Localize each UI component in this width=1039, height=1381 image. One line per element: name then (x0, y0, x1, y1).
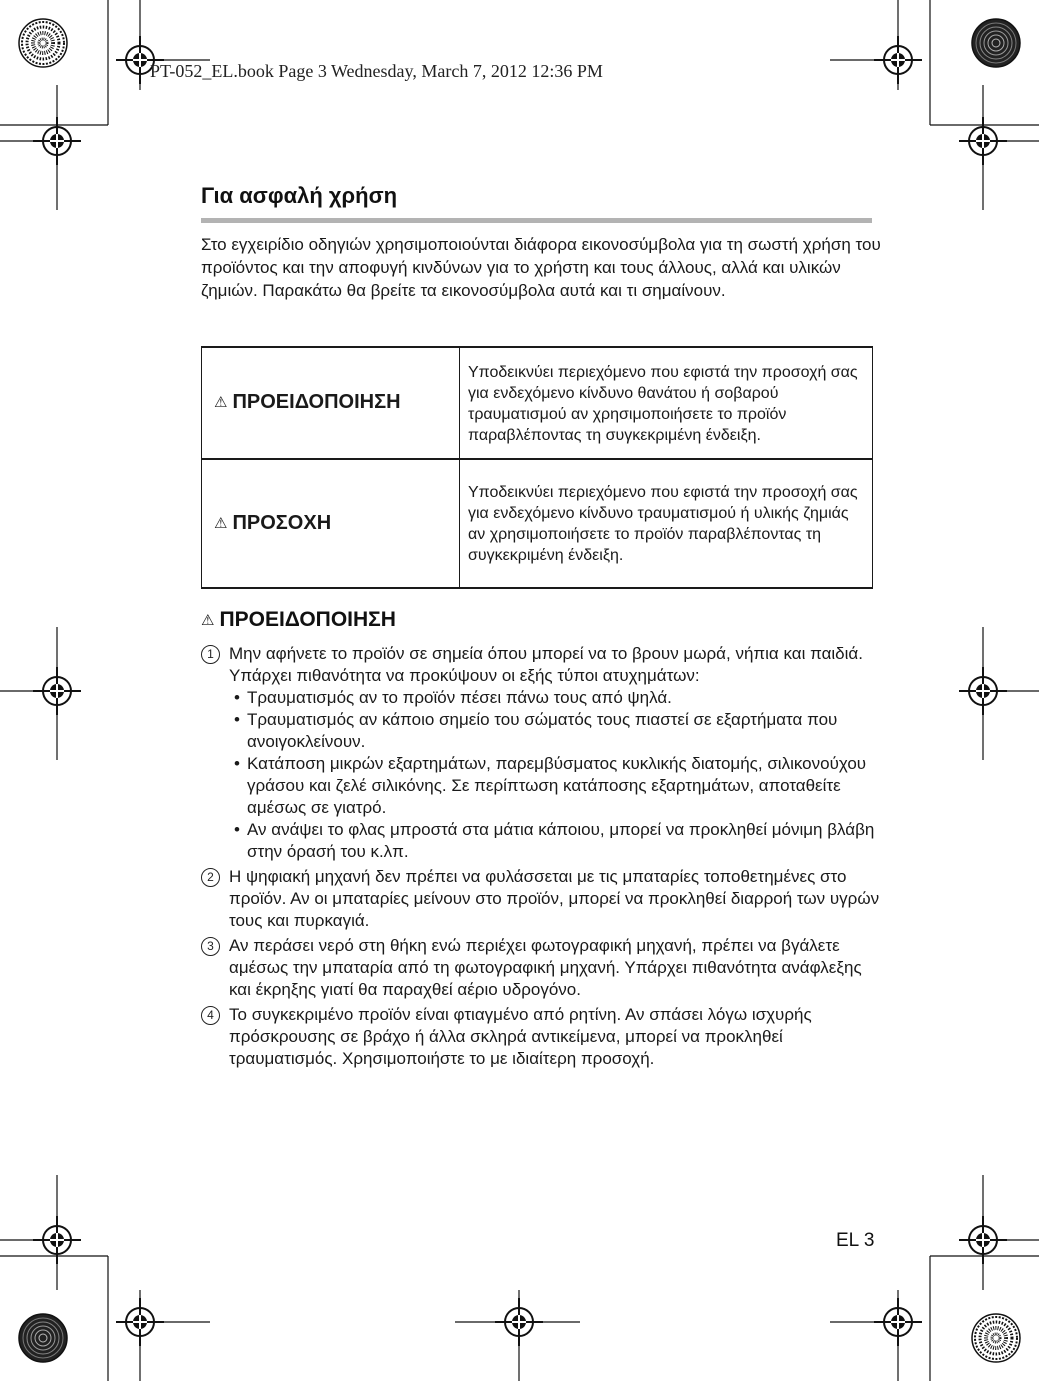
item-text: Μην αφήνετε το προϊόν σε σημεία όπου μπορεί να το βρουν μωρά, νήπια και παιδιά. Υπάρχει πιθανότητα να προκύψουν οι εξής τύποι ατυχημάτων: (229, 644, 863, 685)
warning-heading (201, 608, 396, 632)
item-text: Το συγκεκριμένο προϊόν είναι φτιαγμένο από ρητίνη. Αν σπάσει λόγω ισχυρής πρόσκρουσης σε βράχο ή άλλα σκληρά αντικείμενα, μπορεί να προκληθεί τραυματισμός. Χρησιμοποιήστε το με ιδιαίτερη προσοχή. (229, 1005, 812, 1068)
warning-heading-text: ΠΡΟΕΙΔΟΠΟΙΗΣΗ (219, 608, 396, 631)
legend-row-warning (202, 347, 873, 459)
title-underline (201, 218, 872, 223)
bullet-item: • Τραυματισμός αν το προϊόν πέσει πάνω τους από ψηλά. (229, 687, 881, 709)
legend-label-cell (202, 459, 460, 588)
legend-label-warning: ΠΡΟΕΙΔΟΠΟΙΗΣΗ (232, 391, 401, 413)
item-number: 4 (201, 1006, 220, 1025)
bullet-list (229, 687, 881, 863)
warning-list (201, 643, 881, 1073)
warning-triangle-icon: ⚠ (214, 394, 228, 411)
section-title: Για ασφαλή χρήση (201, 183, 398, 208)
warning-triangle-icon: ⚠ (214, 514, 228, 532)
legend-label-cell (202, 347, 460, 459)
warning-item (201, 643, 881, 863)
warning-item (201, 866, 881, 932)
bullet-item: • Κατάποση μικρών εξαρτημάτων, παρεμβύσματος κυκλικής διατομής, σιλικονούχου γράσου και ζελέ σιλικόνης. Σε περίπτωση κατάποσης εξαρτημάτων, αποταθείτε αμέσως σε γιατρό. (229, 753, 881, 819)
warning-triangle-icon: ⚠ (201, 612, 215, 629)
legend-description-caution: Υποδεικνύει περιεχόμενο που εφιστά την προσοχή σας για ενδεχόμενο κίνδυνο τραυματισμού ή υλικής ζημιάς αν χρησιμοποιήσετε το προϊόν παραβλέποντας τη συγκεκριμένη ένδειξη. (460, 459, 873, 588)
warning-item (201, 1004, 881, 1070)
symbol-legend-table (201, 346, 873, 589)
legend-row-caution (202, 459, 873, 588)
warning-item (201, 935, 881, 1001)
bullet-item: • Αν ανάψει το φλας μπροστά στα μάτια κάποιου, μπορεί να προκληθεί μόνιμη βλάβη στην όρασή του κ.λπ. (229, 819, 881, 863)
item-number: 2 (201, 868, 220, 887)
item-text: Η ψηφιακή μηχανή δεν πρέπει να φυλάσσεται με τις μπαταρίες τοποθετημένες στο προϊόν. Αν οι μπαταρίες μείνουν στο προϊόν, μπορεί να προκληθεί διαρροή των υγρών τους και πυρκαγιά. (229, 867, 880, 930)
item-number: 1 (201, 645, 220, 664)
intro-paragraph: Στο εγχειρίδιο οδηγιών χρησιμοποιούνται διάφορα εικονοσύμβολα για τη σωστή χρήση του προϊόντος και την αποφυγή κινδύνων για το χρήστη και τους άλλους, αλλά και υλικών ζημιών. Παρακάτω θα βρείτε τα εικονοσύμβολα αυτά και τι σημαίνουν. (201, 235, 881, 300)
print-header: PT-052_EL.book Page 3 Wednesday, March 7, 2012 12:36 PM (150, 61, 603, 81)
item-number: 3 (201, 937, 220, 956)
bullet-item: • Τραυματισμός αν κάποιο σημείο του σώματός τους πιαστεί σε εξαρτήματα που ανοιγοκλείνουν. (229, 709, 881, 753)
item-text: Αν περάσει νερό στη θήκη ενώ περιέχει φωτογραφική μηχανή, πρέπει να βγάλετε αμέσως την μπαταρία από τη φωτογραφική μηχανή. Υπάρχει πιθανότητα ανάφλεξης και έκρηξης γιατί θα παραχθεί αέριο υδρογόνο. (229, 936, 862, 999)
legend-label-caution: ΠΡΟΣΟΧΗ (232, 511, 332, 534)
legend-description-warning: Υποδεικνύει περιεχόμενο που εφιστά την προσοχή σας για ενδεχόμενο κίνδυνο θανάτου ή σοβαρού τραυματισμού αν χρησιμοποιήσετε το προϊόν παραβλέποντας τη συγκεκριμένη ένδειξη. (460, 347, 873, 459)
page-number: EL 3 (836, 1230, 875, 1251)
